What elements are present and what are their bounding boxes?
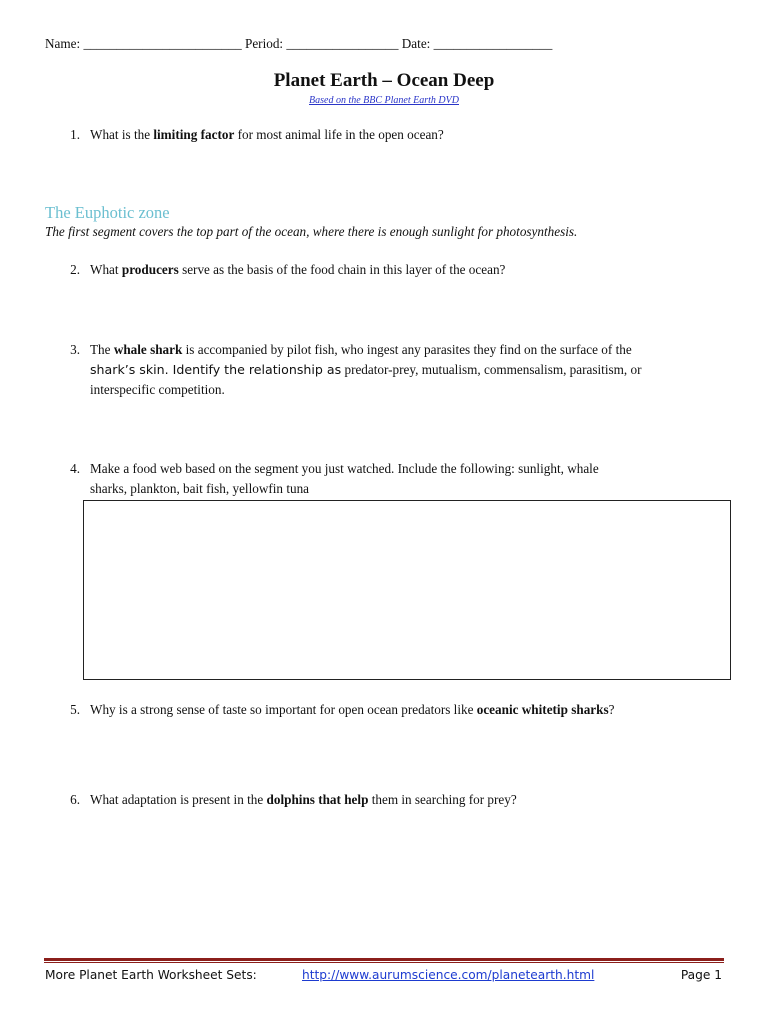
question-text: The whale shark is accompanied by pilot fish, who ingest any parasites they find on the surface of the shark’s skin. Identify the relationship as predator-prey, mutualism, commensalism, parasitism, or interspecific competition. [90,342,642,397]
question-number: 5. [70,702,80,717]
question-number: 6. [70,792,80,807]
footer-divider-thin [44,962,724,963]
question-text: What producers serve as the basis of the food chain in this layer of the ocean? [90,262,506,277]
question-number: 2. [70,262,80,277]
page-number: Page 1 [680,968,722,982]
question-text: Why is a strong sense of taste so important for open ocean predators like oceanic whitetip sharks? [90,702,615,717]
question-number: 3. [70,342,80,357]
footer-link[interactable]: http://www.aurumscience.com/planetearth.html [302,968,595,982]
section-description: The first segment covers the top part of the ocean, where there is enough sunlight for photosynthesis. [45,224,578,239]
question-text: What is the limiting factor for most animal life in the open ocean? [90,127,444,142]
question-text: What adaptation is present in the dolphins that help them in searching for prey? [90,792,517,807]
footer-label: More Planet Earth Worksheet Sets: [45,968,257,982]
footer-divider [44,958,724,961]
question-number: 4. [70,461,80,476]
page-title: Planet Earth – Ocean Deep [273,70,495,91]
question-text: Make a food web based on the segment you just watched. Include the following: sunlight, whale sharks, plankton, bait fish, yellowfin tuna [90,461,599,496]
section-heading: The Euphotic zone [45,203,170,222]
student-info-line: Name: ________________________ Period: _________________ Date: __________________ [45,36,553,51]
food-web-answer-box[interactable] [83,500,731,680]
subtitle-link[interactable]: Based on the BBC Planet Earth DVD [309,95,459,106]
question-number: 1. [70,127,80,142]
